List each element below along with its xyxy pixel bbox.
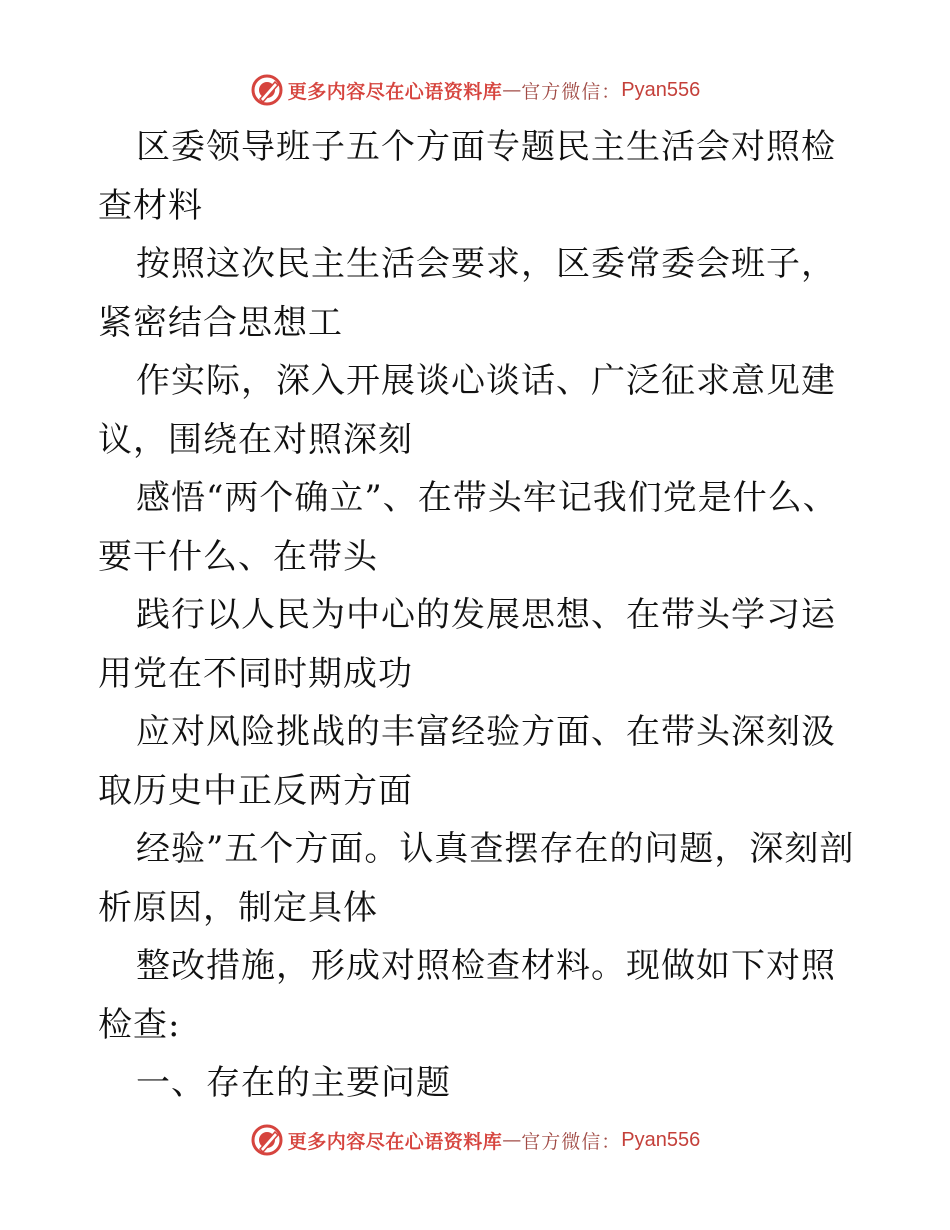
paragraph: 感悟“两个确立”、在带头牢记我们党是什么、要干什么、在带头 (98, 478, 838, 577)
banner-label: 官方微信： (521, 80, 622, 103)
banner-brand: 更多内容尽在心语资料库 (287, 1130, 503, 1153)
document-title: 区委领导班子五个方面专题民主生活会对照检查材料 (98, 127, 836, 226)
pen-logo-icon (250, 1123, 284, 1157)
paragraph: 经验”五个方面。认真查摆存在的问题，深刻剖析原因，制定具体 (98, 829, 855, 928)
banner-label: 官方微信： (521, 1130, 622, 1153)
paragraph: 整改措施，形成对照检查材料。现做如下对照检查: (98, 946, 836, 1045)
paragraph: 按照这次民主生活会要求，区委常委会班子，紧密结合思想工 (98, 244, 836, 343)
header-banner (0, 70, 950, 110)
banner-separator: — (502, 1129, 522, 1151)
section-heading: 一、存在的主要问题 (136, 1063, 451, 1103)
banner-handle: Pyan556 (621, 78, 701, 101)
banner-handle: Pyan556 (621, 1128, 701, 1151)
banner-separator: — (502, 79, 522, 101)
paragraph: 作实际，深入开展谈心谈话、广泛征求意见建议，围绕在对照深刻 (98, 361, 836, 460)
paragraph: 应对风险挑战的丰富经验方面、在带头深刻汲取历史中正反两方面 (98, 712, 836, 811)
paragraph: 践行以人民为中心的发展思想、在带头学习运用党在不同时期成功 (98, 595, 836, 694)
document-body (98, 118, 858, 1113)
footer-banner (0, 1120, 950, 1160)
banner-brand: 更多内容尽在心语资料库 (287, 80, 503, 103)
pen-logo-icon (250, 73, 284, 107)
